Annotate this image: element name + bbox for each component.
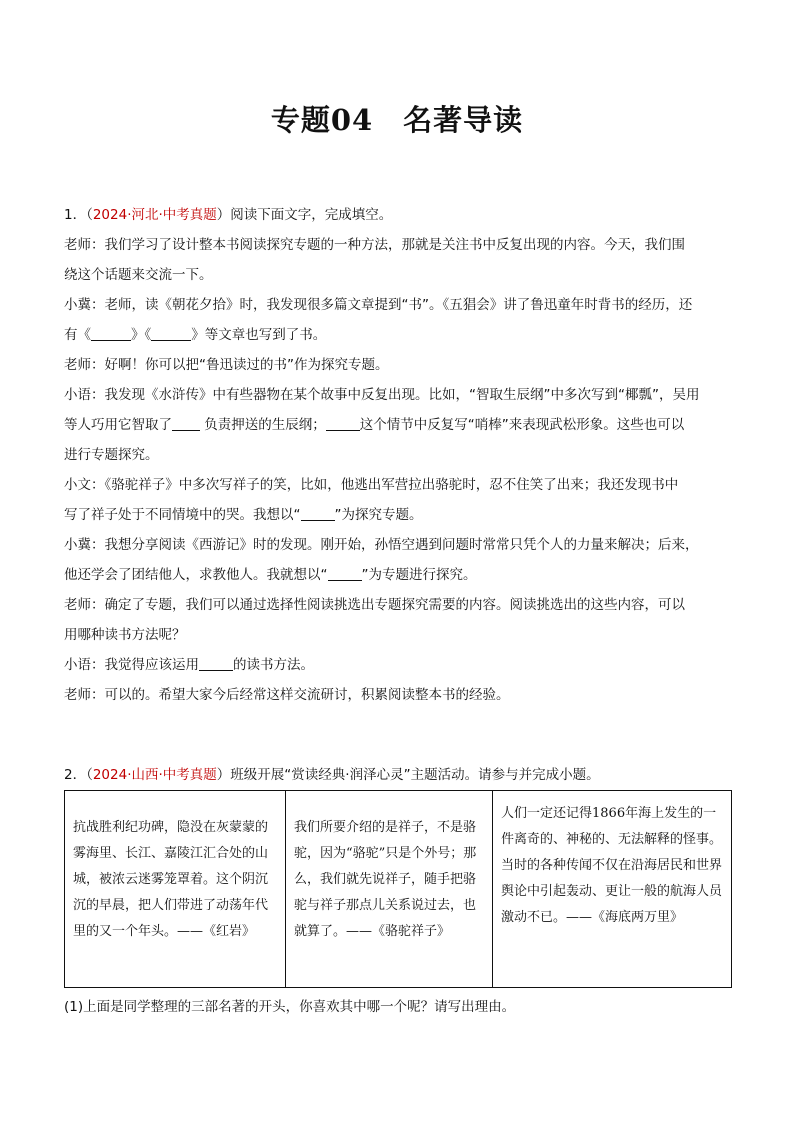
dialogue-line: 用哪种读书方法呢？ xyxy=(64,627,186,643)
dialogue-line: 老师：我们学习了设计整本书阅读探究专题的一种方法，那就是关注书中反复出现的内容。今天，我们围 xyxy=(64,237,685,253)
excerpt-text: 抗战胜利纪功碑，隐没在灰蒙蒙的雾海里、长江、嘉陵江汇合处的山城，被浓云迷雾笼罩着。这个阴沉沉的早晨，把人们带进了动荡年代里的又一个年头。 xyxy=(73,820,269,939)
dialogue-line: 小冀：我想分享阅读《西游记》时的发现。刚开始，孙悟空遇到问题时常常只凭个人的力量来解决；后来， xyxy=(64,537,699,553)
excerpt-source: ——《海底两万里》 xyxy=(566,910,684,925)
fill-blank[interactable] xyxy=(91,326,131,341)
dialogue-line: 老师：好啊！你可以把“鲁迅读过的书”作为探究专题。 xyxy=(64,357,389,373)
excerpt-cell-haidi xyxy=(493,791,732,988)
question-1 xyxy=(64,200,732,710)
fill-blank[interactable] xyxy=(151,326,191,341)
dialogue-line: 小语：我发现《水浒传》中有些器物在某个故事中反复出现。比如，“智取生辰纲”中多次写到“椰瓢”，吴用 xyxy=(64,387,700,403)
excerpt-source: ——《红岩》 xyxy=(177,924,256,939)
excerpt-table xyxy=(64,790,732,988)
question-1-header: 1．（2024·河北·中考真题）阅读下面文字，完成填空。 xyxy=(64,207,393,223)
dialogue-line: 绕这个话题来交流一下。 xyxy=(64,267,213,283)
fill-blank[interactable] xyxy=(199,656,233,671)
dialogue-line: 老师：确定了专题，我们可以通过选择性阅读挑选出专题探究需要的内容。阅读挑选出的这些内容，可以 xyxy=(64,597,685,613)
dialogue-line: 小文：《骆驼祥子》中多次写祥子的笑，比如，他逃出军营拉出骆驼时，忍不住笑了出来；我还发现书中 xyxy=(64,477,679,493)
fill-blank[interactable] xyxy=(301,506,335,521)
dialogue-line: 写了祥子处于不同情境中的哭。我想以“ ”为探究专题。 xyxy=(64,507,423,523)
excerpt-text: 我们所要介绍的是祥子，不是骆驼，因为“骆驼”只是个外号；那么，我们就先说祥子，随手把骆驼与祥子那点儿关系说过去，也就算了。 xyxy=(294,820,477,939)
dialogue-line: 他还学会了团结他人，求教他人。我就想以“ ”为专题进行探究。 xyxy=(64,567,477,583)
dialogue-line: 进行专题探究。 xyxy=(64,447,159,463)
question-2-header: 2．（2024·山西·中考真题）班级开展“赏读经典·润泽心灵”主题活动。请参与并完成小题。 xyxy=(64,767,600,783)
page-title xyxy=(0,98,794,139)
dialogue-line: 有《 》《 》等文章也写到了书。 xyxy=(64,327,327,343)
dialogue-line: 等人巧用它智取了 负责押送的生辰纲； 这个情节中反复写“哨棒”来表现武松形象。这些也可以 xyxy=(64,417,685,433)
question-2 xyxy=(64,760,732,790)
question-2-source: 2024·山西·中考真题 xyxy=(92,767,217,783)
dialogue-line: 老师：可以的。希望大家今后经常这样交流研讨，积累阅读整本书的经验。 xyxy=(64,687,510,703)
dialogue-line: 小语：我觉得应该运用 的读书方法。 xyxy=(64,657,314,673)
title-main: 名著导读 xyxy=(403,103,524,137)
title-prefix: 专题04 xyxy=(270,103,374,137)
excerpt-text: 人们一定还记得1866年海上发生的一件离奇的、神秘的、无法解释的怪事。当时的各种传闻不仅在沿海居民和世界舆论中引起轰动、更让一般的航海人员激动不已。 xyxy=(501,806,723,925)
fill-blank[interactable] xyxy=(326,416,360,431)
excerpt-cell-luotuo xyxy=(286,791,493,988)
fill-blank[interactable] xyxy=(328,566,362,581)
question-2-sub-1: (1)上面是同学整理的三部名著的开头，你喜欢其中哪一个呢？请写出理由。 xyxy=(64,999,516,1015)
excerpt-source: ——《骆驼祥子》 xyxy=(346,924,451,939)
dialogue-line: 小冀：老师，读《朝花夕拾》时，我发现很多篇文章提到“书”。《五猖会》讲了鲁迅童年时背书的经历，还 xyxy=(64,297,693,313)
question-1-source: 2024·河北·中考真题 xyxy=(92,207,217,223)
excerpt-cell-hongyan xyxy=(65,791,286,988)
fill-blank[interactable] xyxy=(172,416,200,431)
